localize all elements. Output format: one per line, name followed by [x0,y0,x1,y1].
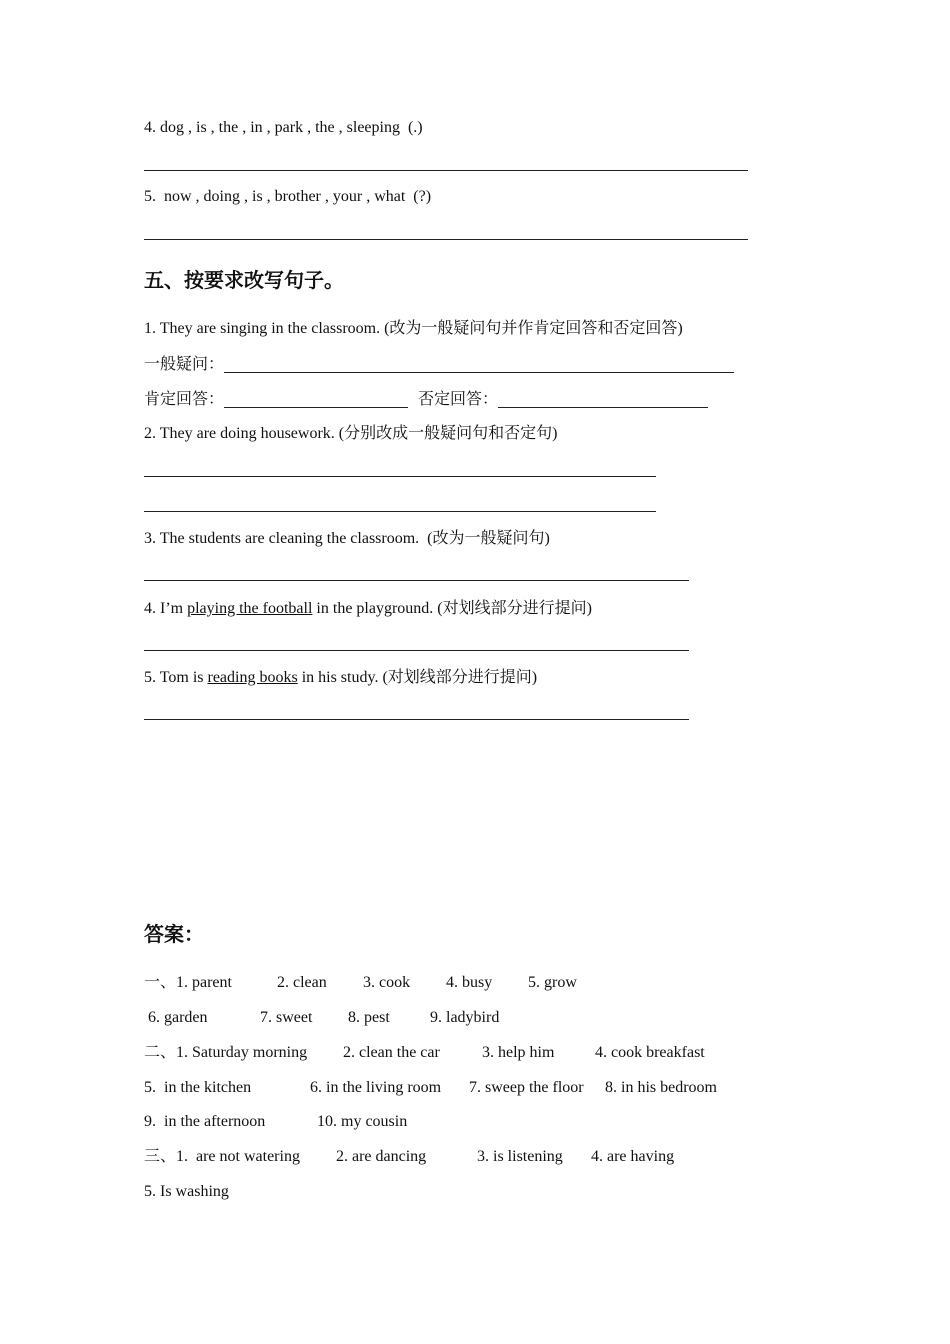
negative-answer-label: 否定回答： [418,391,499,408]
answer-line-q2-b [144,511,656,512]
answer-line-4 [144,170,748,171]
answer-item: 7. sweet [260,1009,313,1026]
rewrite-question-1: 1. They are singing in the classroom. (改为一般疑问句并作肯定回答和否定回答) [144,320,683,337]
answer-item: 9. in the afternoon [144,1113,266,1130]
answer-line-q2-a [144,476,656,477]
negative-answer-blank [498,407,708,408]
answer-item: 8. in his bedroom [605,1079,717,1096]
answer-item: 3. help him [482,1044,555,1061]
answer-item: 8. pest [348,1009,390,1026]
answer-line-q3 [144,580,689,581]
reorder-question-4: 4. dog , is , the , in , park , the , sleeping (.) [144,119,423,136]
q5-suffix: in his study. (对划线部分进行提问) [297,669,538,686]
reorder-question-5: 5. now , doing , is , brother , your , what (?) [144,188,432,205]
answer-row-6 [144,1147,674,1167]
positive-answer-label: 肯定回答： [144,391,225,408]
answer-item: 3. cook [363,974,411,991]
rewrite-question-2: 2. They are doing housework. (分别改成一般疑问句和否定句) [144,425,558,442]
answer-item: 2. are dancing [336,1148,427,1165]
answer-item: 4. busy [446,974,493,991]
answer-item: 3. is listening [477,1148,563,1165]
answer-row [144,390,708,410]
answer-item: 二、1. Saturday morning [144,1044,308,1061]
q5-underlined-phrase: reading books [207,669,298,686]
answer-row-2 [148,1008,499,1028]
answer-line-5 [144,239,748,240]
answers-heading: 答案： [144,922,204,946]
q5-prefix: 5. Tom is [144,669,208,686]
answer-row-4 [144,1078,717,1098]
answer-item: 5. Is washing [144,1183,229,1200]
rewrite-question-3: 3. The students are cleaning the classroom. (改为一般疑问句) [144,530,550,547]
rewrite-question-4 [144,599,592,619]
answer-item: 三、1. are not watering [144,1148,300,1165]
answer-row-5 [144,1112,407,1132]
answer-item: 5. in the kitchen [144,1079,252,1096]
answer-item: 4. are having [591,1148,675,1165]
general-question-label: 一般疑问： [144,356,225,373]
answer-line-q4 [144,650,689,651]
answer-row-7 [144,1182,229,1202]
answer-row-1 [144,973,577,993]
answer-item: 一、1. parent [144,974,232,991]
answer-item: 6. in the living room [310,1079,442,1096]
answer-item: 9. ladybird [430,1009,500,1026]
answer-item: 2. clean the car [343,1044,440,1061]
answer-line-q5 [144,719,689,720]
q4-underlined-phrase: playing the football [187,600,313,617]
q4-suffix: in the playground. (对划线部分进行提问) [312,600,592,617]
rewrite-question-5 [144,668,537,688]
general-question-row [144,355,734,375]
answer-item: 2. clean [277,974,327,991]
answer-item: 10. my cousin [317,1113,408,1130]
section-five-heading: 五、按要求改写句子。 [144,268,344,292]
q4-prefix: 4. I’m [144,600,188,617]
answer-row-3 [144,1043,705,1063]
answer-item: 4. cook breakfast [595,1044,705,1061]
answer-item: 5. grow [528,974,577,991]
general-question-blank [224,372,734,373]
answer-item: 6. garden [148,1009,208,1026]
positive-answer-blank [224,407,408,408]
answer-item: 7. sweep the floor [469,1079,584,1096]
